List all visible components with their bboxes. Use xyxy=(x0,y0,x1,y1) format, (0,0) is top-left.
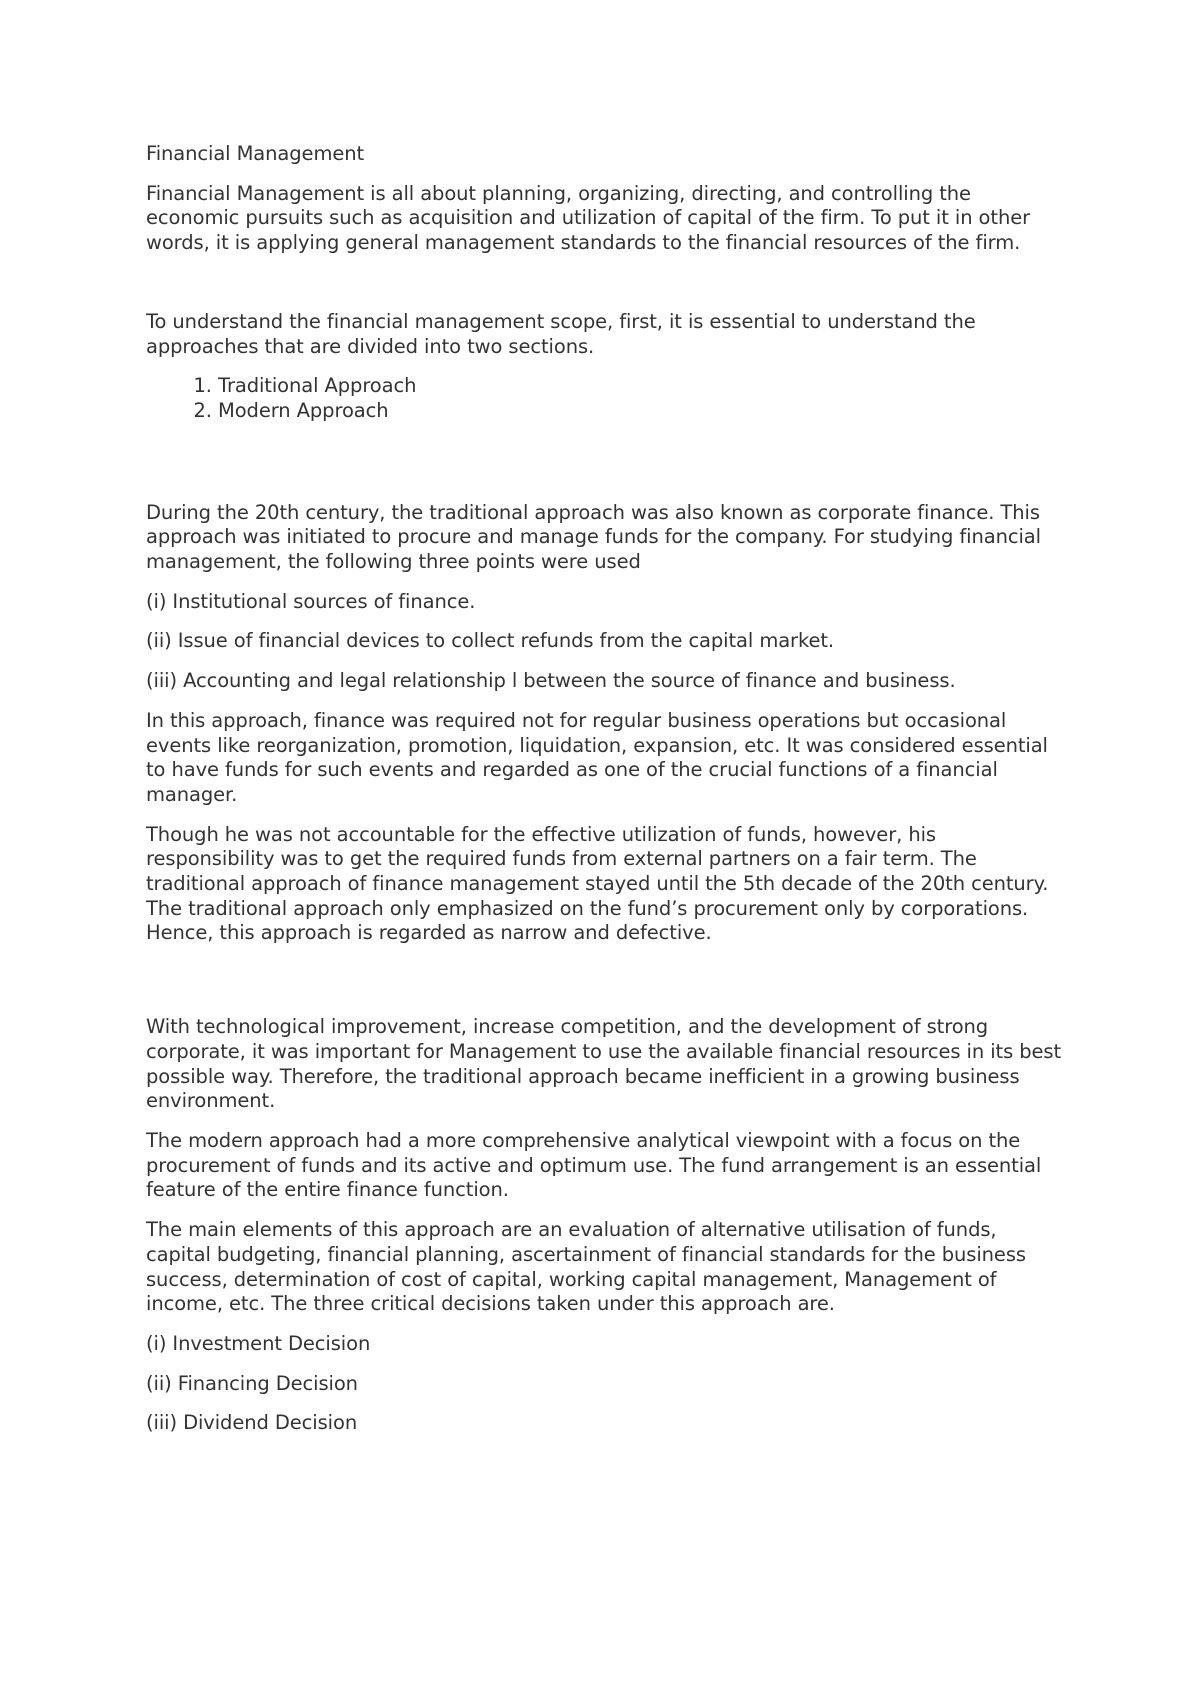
blank-line xyxy=(146,961,1066,1015)
scope-paragraph: To understand the financial management scope, first, it is essential to understand the approaches that are divided into two sections. xyxy=(146,309,976,358)
decision-item: (ii) Financing Decision xyxy=(146,1371,358,1395)
modern-paragraph: The modern approach had a more comprehensive analytical viewpoint with a focus on the procurement of funds and its active and optimum use. The fund arrangement is an essential feature of the entire finance function. xyxy=(146,1128,1042,1202)
document-body xyxy=(146,142,1066,1451)
modern-paragraph: With technological improvement, increase competition, and the development of strong corporate, it was important for Management to use the available financial resources in its best possible way. Therefore, the traditional approach became inefficient in a growing business environment. xyxy=(146,1015,1062,1113)
document-title: Financial Management xyxy=(146,142,365,165)
list-item: 2. Modern Approach xyxy=(218,399,1066,424)
traditional-point: (i) Institutional sources of finance. xyxy=(146,589,476,613)
traditional-paragraph: Though he was not accountable for the effective utilization of funds, however, his responsibility was to get the required funds from external partners on a fair term. The traditional approach of finance management stayed until the 5th decade of the 20th century. The traditional approach only emphasized on the fund’s procurement only by corporations. Hence, this approach is regarded as narrow and defective. xyxy=(146,822,1049,945)
decision-item: (iii) Dividend Decision xyxy=(146,1411,358,1435)
traditional-point: (ii) Issue of financial devices to collect refunds from the capital market. xyxy=(146,629,835,653)
blank-line xyxy=(146,271,1066,310)
traditional-paragraph: In this approach, finance was required not for regular business operations but occasional events like reorganization, promotion, liquidation, expansion, etc. It was considered essential to have funds for such events and regarded as one of the crucial functions of a financial manager. xyxy=(146,708,1048,806)
intro-paragraph: Financial Management is all about planning, organizing, directing, and controlling the economic pursuits such as acquisition and utilization of capital of the firm. To put it in other words, it is applying general management standards to the financial resources of the firm. xyxy=(146,181,1031,255)
blank-line xyxy=(146,439,1066,501)
traditional-intro-paragraph: During the 20th century, the traditional approach was also known as corporate finance. This approach was initiated to procure and manage funds for the company. For studying financial management, the following three points were used xyxy=(146,500,1041,574)
modern-paragraph: The main elements of this approach are an evaluation of alternative utilisation of funds, capital budgeting, financial planning, ascertainment of financial standards for the business success, determination of cost of capital, working capital management, Management of income, etc. The three critical decisions taken under this approach are. xyxy=(146,1218,1026,1316)
decision-item: (i) Investment Decision xyxy=(146,1331,371,1355)
approaches-list xyxy=(146,374,1066,423)
traditional-point: (iii) Accounting and legal relationship l between the source of finance and business. xyxy=(146,669,956,693)
list-item: 1. Traditional Approach xyxy=(218,374,1066,399)
